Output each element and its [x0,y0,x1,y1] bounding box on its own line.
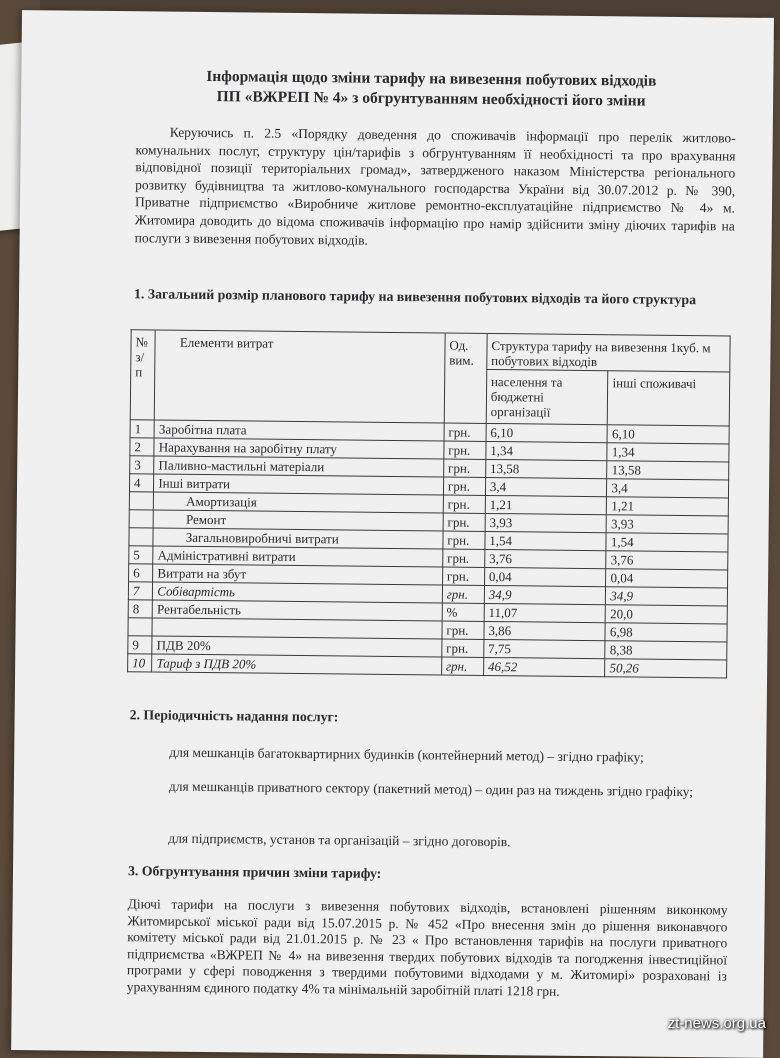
site-watermark: zt-news.org.ua [667,1015,766,1032]
row-others-value: 3,4 [607,479,729,498]
row-number: 10 [128,654,152,672]
period-enterprises: для підприємств, установ та організацій – згідно договорів. [168,830,511,850]
row-population-value: 46,52 [483,657,605,676]
row-number [128,618,152,636]
row-unit: грн. [444,441,486,459]
row-others-value: 50,26 [605,659,727,678]
row-number: 4 [129,474,153,492]
row-population-value: 13,58 [485,459,607,478]
header-unit: Од. вим. [444,333,487,423]
row-population-value: 1,54 [485,531,607,550]
row-number [129,528,153,546]
row-element: Паливно-мастильні матеріали [154,456,444,477]
justification-paragraph: Діючі тарифи на послуги з вивезення побутових відходів, встановлені рішенням виконкому Житомирської міської ради від 15.07.2015 р. № 452 «Про внесення змін до рішення виконавчого комітету міської ради від 21.01.2015 р. № 23 « Про встановлення тарифів на послуги приватного підприємства «ВЖРЕП № 4» на вивезення твердих побутових відходів та погодження інвестиційної програми у сфері поводження з твердими побутовими відходами у м. Житомирі» розраховані із урахуванням єдиного податку 4% та мінімальній заробітній платі 1218 грн. [126,896,728,999]
row-others-value: 1,34 [607,443,729,462]
period-apartment-buildings: для мешканців багатоквартирних будинків (контейнерний метод) – згідно графіку; [169,744,644,765]
row-unit: грн. [443,531,485,549]
title-line-2: ПП «ВЖРЕП № 4» з обгрунтуванням необхідності його зміни [216,88,646,110]
row-number: 6 [129,564,153,582]
row-others-value: 1,21 [607,497,729,516]
row-population-value: 3,4 [485,477,607,496]
row-unit: грн. [442,585,484,603]
row-population-value: 3,76 [485,549,607,568]
row-population-value: 11,07 [484,603,606,622]
row-element: Інші витрати [154,474,444,495]
row-population-value: 34,9 [484,585,606,604]
row-others-value: 6,10 [607,425,729,444]
row-unit: % [442,603,484,621]
row-others-value: 13,58 [607,461,729,480]
row-others-value: 1,54 [606,533,728,552]
row-others-value: 20,0 [606,605,728,624]
row-unit: грн. [443,549,485,567]
row-others-value: 3,76 [606,551,728,570]
row-unit: грн. [442,567,484,585]
row-population-value: 1,34 [486,441,608,460]
row-unit: грн. [442,639,484,657]
row-population-value: 3,93 [485,513,607,532]
row-element: Собівартість [153,582,443,603]
row-element: Амортизація [154,492,444,513]
section-2-heading: 2. Періодичність надання послуг: [129,707,339,725]
row-element: Рентабельність [152,600,442,621]
row-element: Адміністративні витрати [153,546,443,567]
row-others-value: 0,04 [606,569,728,588]
row-others-value: 3,93 [606,515,728,534]
row-number: 5 [129,546,153,564]
tariff-structure-table [127,329,731,678]
row-others-value: 8,38 [605,641,727,660]
row-number: 8 [128,600,152,618]
row-population-value: 7,75 [484,639,606,658]
header-structure: Структура тарифу на вивезення 1куб. м побутових відходів [487,333,731,372]
row-unit: грн. [444,423,486,441]
row-number: 1 [130,420,154,438]
row-unit: грн. [443,477,485,495]
row-element: Нарахування на заробітну плату [154,438,444,459]
document-title [141,66,721,112]
header-others: інші споживачі [608,371,730,426]
row-number [129,492,153,510]
row-population-value: 1,21 [485,495,607,514]
section-3-heading: 3. Обгрунтування причин зміни тарифу: [127,863,382,881]
header-elements: Елементи витрат [155,330,445,423]
document-page [11,10,774,1058]
row-others-value: 34,9 [606,587,728,606]
row-population-value: 3,86 [484,621,606,640]
section-1-heading: 1. Загальний розмір планового тарифу на вивезення побутових відходів та його структура [133,286,697,308]
header-number: № з/п [130,330,155,420]
title-line-1: Інформація щодо зміни тарифу на вивезення побутових відходів [206,67,657,90]
row-unit: грн. [444,459,486,477]
row-unit: грн. [442,621,484,639]
row-number: 7 [128,582,152,600]
intro-paragraph: Керуючись п. 2.5 «Порядку доведення до споживачів інформації про перелік житлово-комунальних послуг, структуру цін/тарифів з обгрунтуванням її необхідності та про врахування відповідної позиції територіальних громад», затвердженого наказом Міністерства регіонального розвитку будівництва та житлово-комунального господарства України від 30.07.2012 р. № 390, Приватне підприємство «Виробниче житлове ремонтно-експлуатаційне підприємство № 4» м. Житомира доводить до відома споживачів інформацію про намір здійснити зміну діючих тарифів на послуги з вивезення побутових відходів. [134,124,736,248]
table-header-row [131,330,730,372]
row-others-value: 6,98 [605,623,727,642]
period-private-sector: для мешканців приватного сектору (пакетний метод) – один раз на тиждень згідно графіку; [168,778,694,800]
header-population: населення та бюджетні організації [486,369,608,424]
row-element: ПДВ 20% [152,636,442,657]
row-number: 2 [130,438,154,456]
row-unit: грн. [441,657,483,675]
row-element: Тариф з ПДВ 20% [152,654,442,675]
row-element: Заробітна плата [154,420,444,441]
row-element: Ремонт [153,510,443,531]
row-unit: грн. [443,495,485,513]
row-element: Витрати на збут [153,564,443,585]
row-element: Загальновиробничі витрати [153,528,443,549]
row-population-value: 0,04 [484,567,606,586]
row-unit: грн. [443,513,485,531]
row-number: 9 [128,636,152,654]
row-population-value: 6,10 [486,423,608,442]
row-number [129,510,153,528]
row-number: 3 [130,456,154,474]
